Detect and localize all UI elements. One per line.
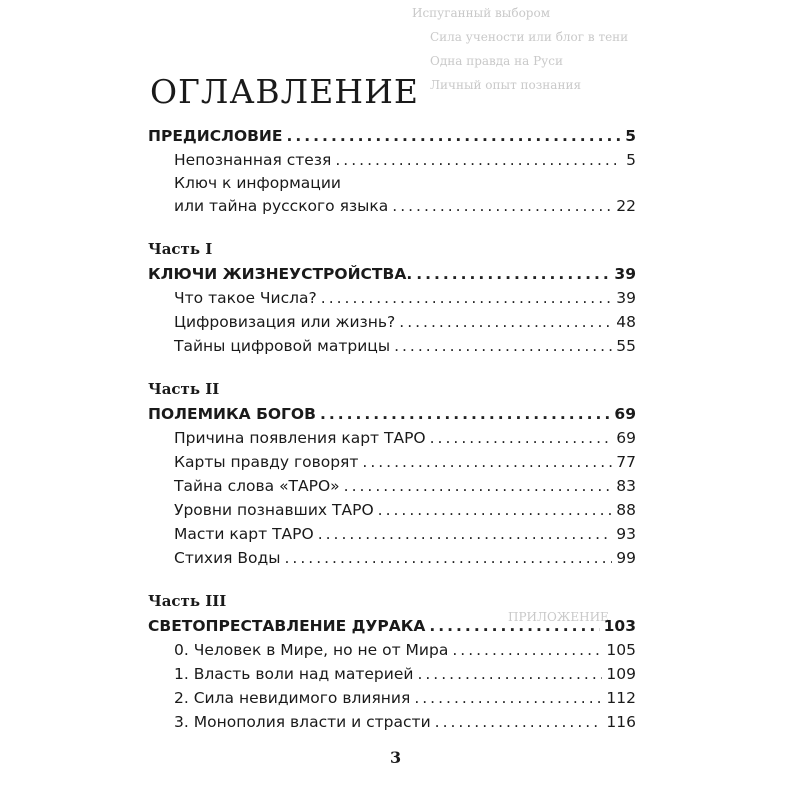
page-title: ОГЛАВЛЕНИЕ	[150, 72, 419, 111]
entry-title: Уровни познавших ТАРО	[174, 501, 374, 519]
bleed-through-text: Одна правда на Руси	[430, 54, 563, 68]
part-label: Часть I	[148, 240, 213, 258]
toc-entry[interactable]	[174, 500, 636, 520]
entry-title: 0. Человек в Мире, но не от Мира	[174, 641, 449, 659]
dot-leader	[362, 452, 612, 472]
entry-title: 1. Власть воли над материей	[174, 665, 414, 683]
toc-entry[interactable]	[174, 452, 636, 472]
toc-entry[interactable]	[174, 196, 636, 216]
part-label: Часть II	[148, 380, 220, 398]
entry-title: КЛЮЧИ ЖИЗНЕУСТРОЙСТВА.	[148, 265, 413, 283]
dot-leader	[452, 640, 602, 660]
dot-leader	[429, 616, 599, 636]
toc-entry[interactable]	[174, 524, 636, 544]
dot-leader	[392, 196, 612, 216]
dot-leader	[430, 428, 613, 448]
entry-page: 55	[616, 337, 636, 355]
entry-title-line1: Ключ к информации	[174, 174, 342, 192]
entry-title: Тайна слова «ТАРО»	[174, 477, 340, 495]
entry-page: 39	[614, 265, 636, 283]
toc-entry[interactable]	[174, 150, 636, 170]
entry-title: ПОЛЕМИКА БОГОВ	[148, 405, 316, 423]
toc-entry[interactable]	[174, 476, 636, 496]
entry-page: 116	[606, 713, 636, 731]
entry-page: 105	[606, 641, 636, 659]
entry-page: 88	[616, 501, 636, 519]
toc-entry[interactable]	[174, 548, 636, 568]
entry-page: 77	[616, 453, 636, 471]
entry-title: Масти карт ТАРО	[174, 525, 314, 543]
entry-page: 5	[626, 151, 636, 169]
entry-page: 69	[614, 405, 636, 423]
entry-page: 103	[603, 617, 636, 635]
toc-entry[interactable]	[174, 336, 636, 356]
entry-title: Тайны цифровой матрицы	[174, 337, 391, 355]
dot-leader	[399, 312, 612, 332]
toc-entry-heading[interactable]	[148, 126, 636, 146]
entry-title: Стихия Воды	[174, 549, 281, 567]
entry-page: 5	[625, 127, 636, 145]
part-label: Часть III	[148, 592, 227, 610]
dot-leader	[344, 476, 613, 496]
dot-leader	[416, 264, 610, 284]
toc-entry[interactable]	[174, 640, 636, 660]
toc-entry-heading[interactable]	[148, 616, 636, 636]
entry-title: 3. Монополия власти и страсти	[174, 713, 431, 731]
toc-entry[interactable]	[174, 664, 636, 684]
entry-title: СВЕТОПРЕСТАВЛЕНИЕ ДУРАКА	[148, 617, 426, 635]
entry-page: 99	[616, 549, 636, 567]
toc-entry[interactable]	[174, 712, 636, 732]
entry-page: 83	[616, 477, 636, 495]
dot-leader	[285, 548, 613, 568]
entry-page: 93	[616, 525, 636, 543]
toc-entry[interactable]	[174, 688, 636, 708]
toc-entry[interactable]	[174, 428, 636, 448]
entry-title: Цифровизация или жизнь?	[174, 313, 396, 331]
toc-entry-heading[interactable]	[148, 404, 636, 424]
dot-leader	[417, 664, 602, 684]
dot-leader	[378, 500, 613, 520]
entry-page: 22	[616, 197, 636, 215]
dot-leader	[335, 150, 622, 170]
page-number: 3	[390, 748, 402, 767]
dot-leader	[414, 688, 602, 708]
dot-leader	[321, 288, 613, 308]
entry-page: 48	[616, 313, 636, 331]
toc-entry[interactable]	[174, 312, 636, 332]
entry-page: 69	[616, 429, 636, 447]
dot-leader	[435, 712, 603, 732]
bleed-through-text: Личный опыт познания	[430, 78, 582, 92]
bleed-through-text: ПРИЛОЖЕНИЕ	[508, 610, 609, 624]
dot-leader	[320, 404, 610, 424]
entry-title: Карты правду говорят	[174, 453, 359, 471]
entry-title: Что такое Числа?	[174, 289, 317, 307]
dot-leader	[394, 336, 612, 356]
entry-title: Причина появления карт ТАРО	[174, 429, 426, 447]
toc-entry-heading[interactable]	[148, 264, 636, 284]
entry-page: 112	[606, 689, 636, 707]
entry-title: или тайна русского языка	[174, 197, 389, 215]
entry-page: 109	[606, 665, 636, 683]
entry-title: ПРЕДИСЛОВИЕ	[148, 127, 283, 145]
entry-page: 39	[616, 289, 636, 307]
dot-leader	[287, 126, 622, 146]
toc-entry[interactable]	[174, 288, 636, 308]
entry-title: Непознанная стезя	[174, 151, 332, 169]
entry-title: 2. Сила невидимого влияния	[174, 689, 411, 707]
bleed-through-text: Испуганный выбором	[412, 6, 551, 20]
dot-leader	[318, 524, 613, 544]
bleed-through-text: Сила учености или блог в тени	[430, 30, 629, 44]
